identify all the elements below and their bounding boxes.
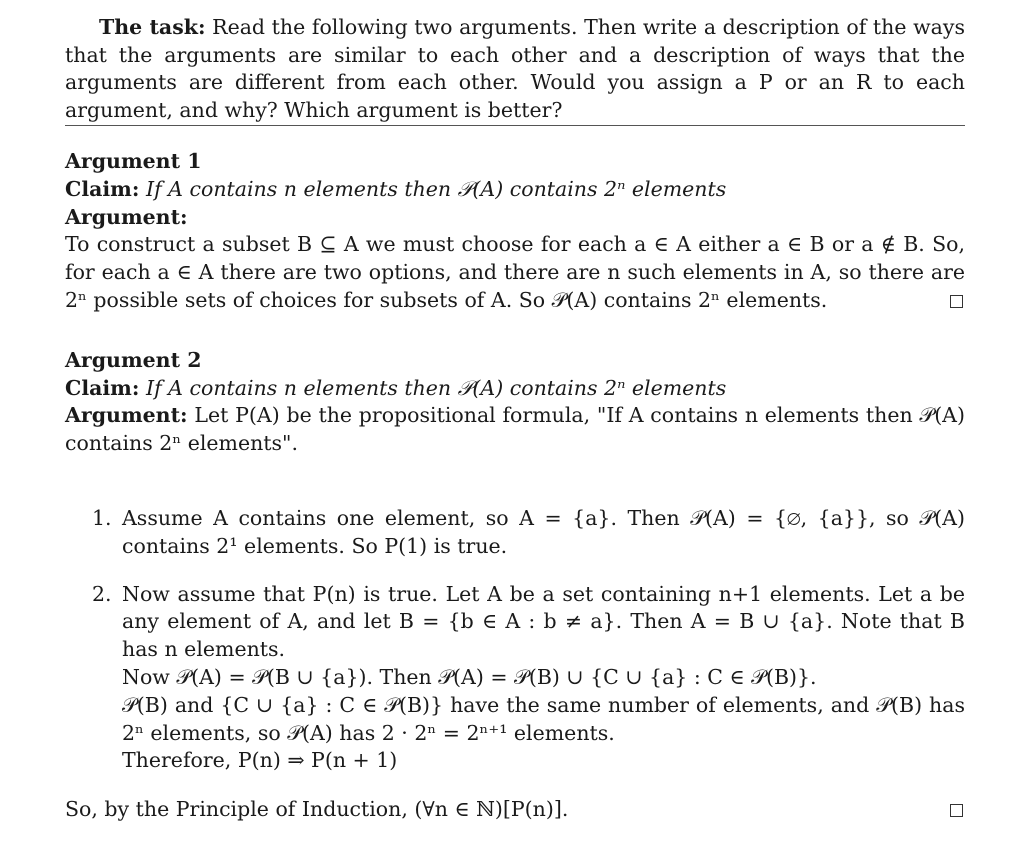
- task-label: The task:: [99, 15, 206, 39]
- argument-2-claim-label: Claim:: [65, 375, 140, 400]
- argument-1-title: Argument 1: [65, 149, 202, 173]
- argument-1-claim-label: Claim:: [65, 176, 140, 201]
- argument-1-body: To construct a subset B ⊆ A we must choose for each a ∈ A either a ∈ B or a ∉ B. So, for each a ∈ A there are two options, and there are n such elements in A, so there are 2ⁿ possible sets of choices for subsets of A. So 𝒫(A) contains 2ⁿ elements.: [65, 232, 965, 312]
- step-line: Assume A contains one element, so A = {a}. Then 𝒫(A) = {∅, {a}}, so 𝒫(A) contains 2¹ elements. So P(1) is true.: [122, 505, 965, 558]
- qed-square-icon: [950, 295, 963, 308]
- argument-2-argument-label: Argument:: [65, 403, 188, 428]
- argument-2-title: Argument 2: [65, 347, 202, 372]
- argument-2-claim-text: If A contains n elements then 𝒫(A) contains 2ⁿ elements: [145, 375, 727, 400]
- list-item: [65, 581, 965, 776]
- argument-1-argument-label: Argument:: [65, 204, 188, 229]
- argument-2-intro: Let P(A) be the propositional formula, "If A contains n elements then 𝒫(A) contains 2ⁿ elements".: [65, 403, 965, 456]
- argument-2-conclusion: So, by the Principle of Induction, (∀n ∈ ℕ)[P(n)].: [65, 796, 569, 821]
- task-statement: [65, 14, 965, 126]
- argument-2: [65, 347, 965, 824]
- task-text: Read the following two arguments. Then write a description of the ways that the arguments are similar to each other and a description of ways that the arguments are different from each other. Would you assign a P or an R to each argument, and why? Which argument is better?: [65, 15, 965, 122]
- list-item: [65, 505, 965, 561]
- qed-square-icon: [950, 804, 963, 817]
- step-line: Therefore, P(n) ⇒ P(n + 1): [122, 748, 398, 773]
- step-line: Now assume that P(n) is true. Let A be a set containing n+1 elements. Let a be any element of A, and let B = {b ∈ A : b ≠ a}. Then A = B ∪ {a}. Note that B has n elements.: [122, 581, 965, 662]
- argument-1-claim-text: If A contains n elements then 𝒫(A) contains 2ⁿ elements: [145, 176, 727, 201]
- document-page: [65, 14, 965, 823]
- step-line: Now 𝒫(A) = 𝒫(B ∪ {a}). Then 𝒫(A) = 𝒫(B) ∪ {C ∪ {a} : C ∈ 𝒫(B)}.: [122, 664, 817, 689]
- step-number: 1.: [92, 505, 112, 530]
- step-number: 2.: [92, 581, 112, 606]
- argument-1: [65, 148, 965, 315]
- step-line: 𝒫(B) and {C ∪ {a} : C ∈ 𝒫(B)} have the same number of elements, and 𝒫(B) has 2ⁿ elements, so 𝒫(A) has 2 · 2ⁿ = 2ⁿ⁺¹ elements.: [122, 692, 965, 745]
- induction-steps: [65, 505, 965, 775]
